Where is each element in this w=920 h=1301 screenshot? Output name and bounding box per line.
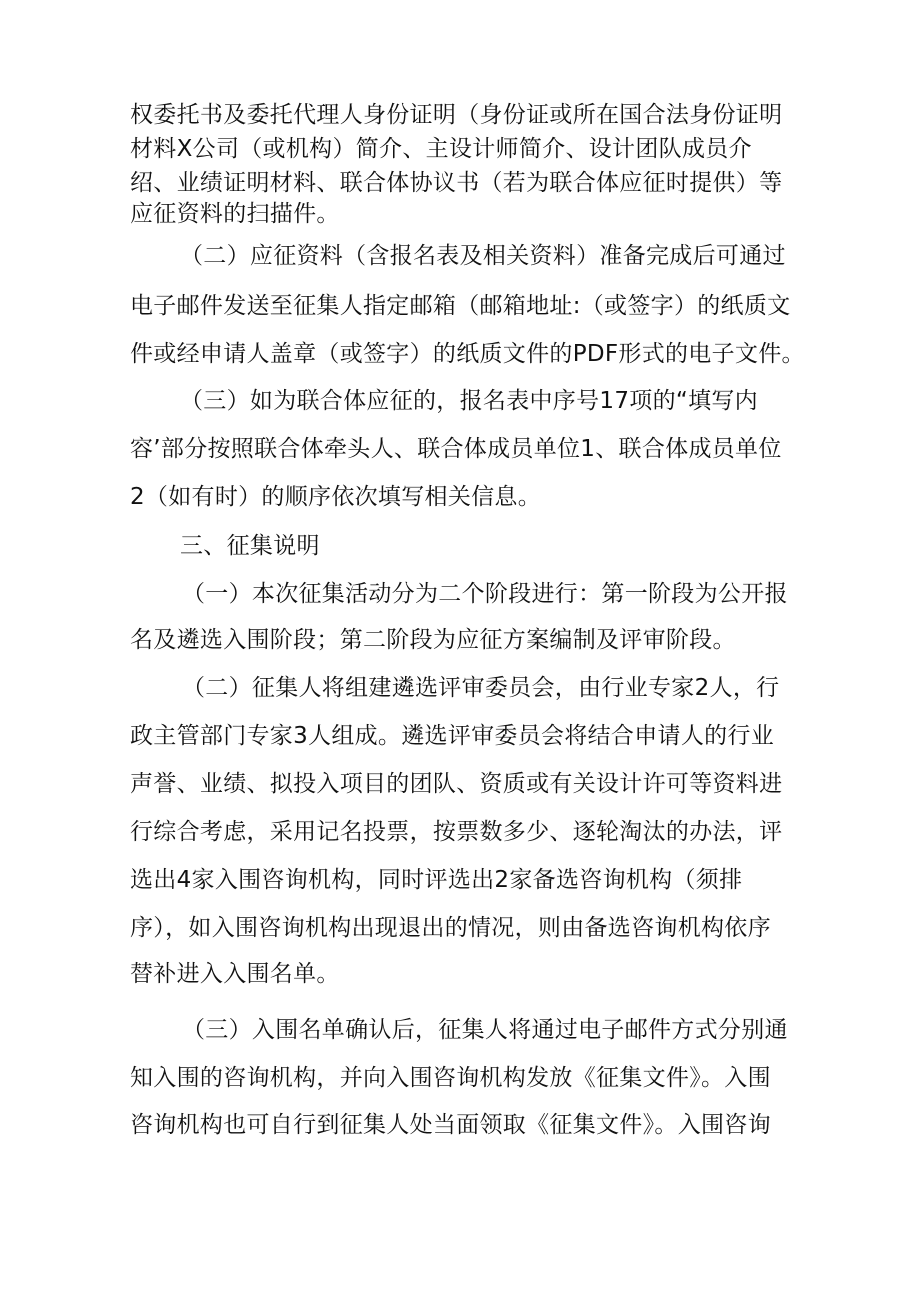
- text-line: 声誉、业绩、拟投入项目的团队、资质或有关设计许可等资料进: [130, 771, 783, 797]
- text-line: 容’部分按照联合体牵头人、联合体成员单位1、联合体成员单位: [130, 436, 782, 462]
- paragraph-start: （三）入围名单确认后，征集人将通过电子邮件方式分别通: [182, 1017, 788, 1043]
- text-line: 电子邮件发送至征集人指定邮箱（邮箱地址:（或签字）的纸质文: [130, 293, 791, 319]
- text-line: 序），如入围咨询机构出现退出的情况，则由备选咨询机构依序: [130, 915, 771, 941]
- paragraph-start: （一）本次征集活动分为二个阶段进行：第一阶段为公开报: [182, 581, 788, 607]
- text-line: 政主管部门专家3人组成。遴选评审委员会将结合申请人的行业: [130, 723, 775, 749]
- text-line: 替补进入入围名单。: [130, 961, 340, 987]
- text-line: 材料X公司（或机构）简介、主设计师简介、设计团队成员介: [130, 136, 752, 162]
- section-heading: 三、征集说明: [180, 533, 320, 559]
- text-line: 选出4家入围咨询机构，同时评选出2家备选咨询机构（须排: [130, 867, 743, 893]
- text-line: 名及遴选入围阶段；第二阶段为应征方案编制及评审阶段。: [130, 627, 736, 653]
- paragraph-start: （二）应征资料（含报名表及相关资料）准备完成后可通过: [180, 243, 786, 269]
- text-line: 咨询机构也可自行到征集人处当面领取《征集文件》。入围咨询: [130, 1112, 771, 1138]
- text-line: 2（如有时）的顺序依次填写相关信息。: [130, 484, 542, 510]
- text-line: 权委托书及委托代理人身份证明（身份证或所在国合法身份证明: [130, 102, 783, 128]
- paragraph-start: （二）征集人将组建遴选评审委员会，由行业专家2人，行: [182, 675, 780, 701]
- text-line: 知入围的咨询机构，并向入围咨询机构发放《征集文件》。入围: [130, 1065, 771, 1091]
- text-line: 件或经申请人盖章（或签字）的纸质文件的PDF形式的电子文件。: [130, 341, 805, 367]
- text-line: 绍、业绩证明材料、联合体协议书（若为联合体应征时提供）等: [130, 170, 783, 196]
- paragraph-start: （三）如为联合体应征的，报名表中序号17项的“填写内: [180, 388, 758, 414]
- text-line: 行综合考虑，采用记名投票，按票数多少、逐轮淘汰的办法，评: [130, 819, 783, 845]
- text-line: 应征资料的扫描件。: [130, 201, 340, 227]
